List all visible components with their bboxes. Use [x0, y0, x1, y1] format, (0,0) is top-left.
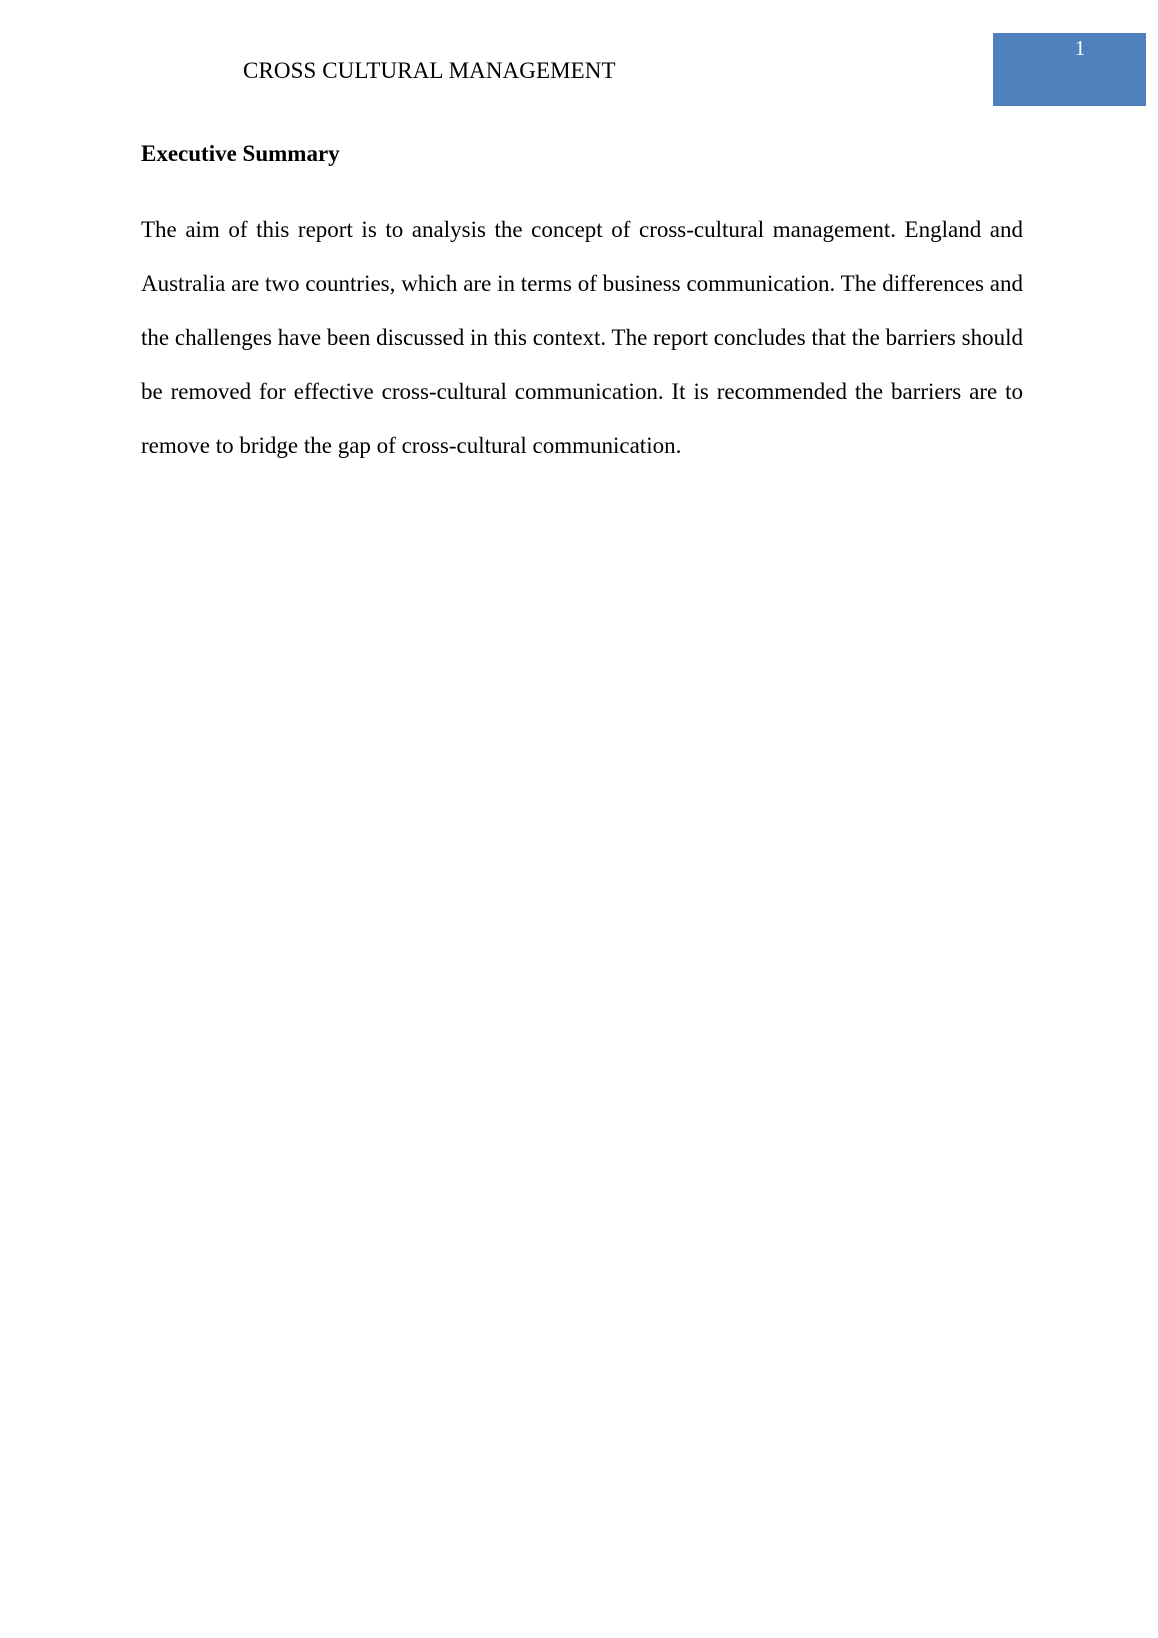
page-number-box: [993, 33, 1146, 106]
running-head: CROSS CULTURAL MANAGEMENT: [243, 58, 616, 83]
executive-summary-heading: Executive Summary: [141, 141, 340, 166]
page-number: 1: [1074, 36, 1086, 60]
executive-summary-paragraph: The aim of this report is to analysis the concept of cross-cultural management. England and Australia are two countries, which are in terms of business communication. The differences and the challenges have been discussed in this context. The report concludes that the barriers should be removed for effective cross-cultural communication. It is recommended the barriers are to remove to bridge the gap of cross-cultural communication.: [141, 217, 1023, 458]
